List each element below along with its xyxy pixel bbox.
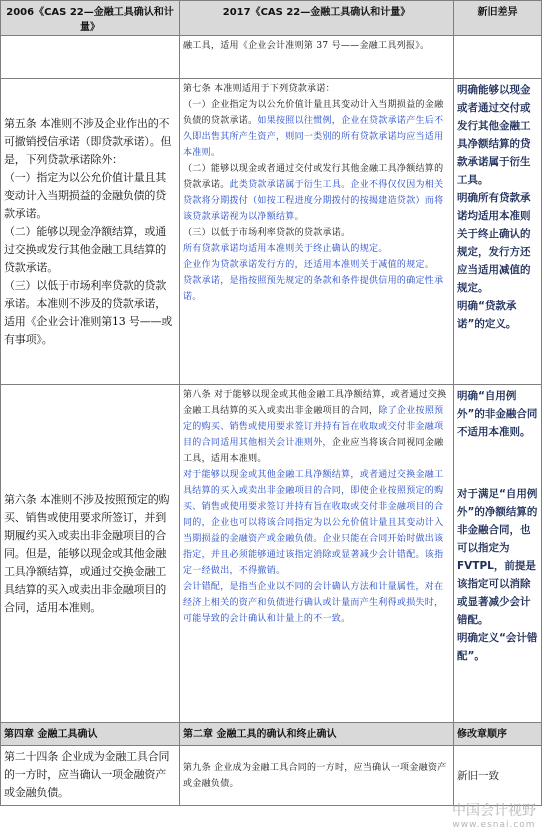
old-chapter-title: 第四章 金融工具确认 (1, 723, 180, 746)
new-cell (180, 79, 454, 385)
diff-text: 明确所有贷款承诺均适用本准则关于终止确认的规定，发行方还应当适用减值的规定。 (457, 192, 531, 294)
old-cell (1, 746, 180, 806)
new-text: 第八条 对于能够以现金或其他金融工具净额结算，或者通过交换金融工具结算的买入或卖出非金融项目的合同， (183, 390, 447, 416)
new-text: （二）能够以现金或者通过交付或发行其他金融工具净额结算的贷款承诺。 (183, 164, 444, 190)
chapter-diff: 修改章顺序 (454, 723, 542, 746)
new-standard-header: 2017《CAS 22—金融工具确认和计量》 (180, 1, 454, 36)
new-text: （三）以低于市场利率贷款的贷款承诺。 (183, 228, 351, 238)
new-cell (180, 36, 454, 79)
table-row (1, 36, 542, 79)
old-text: （一）指定为以公允价值计量且其变动计入当期损益的金融负债的贷款承诺。 (4, 170, 166, 220)
diff-text: 明确“贷款承诺”的定义。 (457, 300, 517, 330)
watermark-text: 中国会计视野 (452, 803, 536, 819)
new-text (183, 97, 450, 161)
new-added-text: 企业作为贷款承诺发行方的，还适用本准则关于减值的规定。 (183, 260, 435, 270)
diff-text: 明确定义“会计错配”。 (457, 632, 538, 662)
old-text: （三）以低于市场利率贷款的贷款承诺。本准则不涉及的贷款承诺，适用《企业会计准则第13 号——或有事项》。 (4, 278, 173, 346)
diff-cell (454, 746, 542, 806)
old-text: （二）能够以现金净额结算，或通过交换或发行其他金融工具结算的贷款承诺。 (4, 224, 166, 274)
table-row (1, 385, 542, 723)
diff-text: 对于满足“自用例外”的净额结算的非金融合同，也可以指定为FVTPL，前提是该指定可以消除或显著减少会计错配。 (457, 488, 538, 626)
chapter-row (1, 723, 542, 746)
watermark-site: www.esnai.com (452, 820, 536, 830)
old-cell (1, 385, 180, 723)
old-cell (1, 79, 180, 385)
old-text: 第二十四条 企业成为金融工具合同的一方时，应当确认一项金融资产或金融负债。 (4, 750, 170, 799)
new-text (183, 161, 450, 225)
new-added-text: 贷款承诺，是指按照预先规定的条款和条件提供信用的确定性承诺。 (183, 276, 444, 302)
old-cell (1, 36, 180, 79)
diff-text: 明确能够以现金或者通过交付或发行其他金融工具净额结算的贷款承诺属于衍生工具。 (457, 84, 531, 186)
diff-cell (454, 79, 542, 385)
new-added-text: 会计错配，是指当企业以不同的会计确认方法和计量属性，对在经济上相关的资产和负债进行确认或计量而产生利得或损失时，可能导致的会计确认和计量上的不一致。 (183, 582, 444, 624)
diff-cell (454, 385, 542, 723)
diff-spacer (457, 441, 538, 485)
watermark-logo (452, 804, 536, 832)
difference-header: 新旧差异 (454, 1, 542, 36)
header-row (1, 1, 542, 36)
new-text: 融工具，适用《企业会计准则第 37 号——金融工具列报》。 (183, 41, 430, 51)
new-text: 第九条 企业成为金融工具合同的一方时，应当确认一项金融资产或金融负债。 (183, 762, 447, 789)
old-text: 第六条 本准则不涉及按照预定的购买、销售或使用要求所签订，并到期履约买入或卖出非金融项目的合同。但是，能够以现金或其他金融工具净额结算，或通过交换金融工具结算的买入或卖出非金融项目的合同，适用本准则。 (4, 492, 170, 614)
diff-cell (454, 36, 542, 79)
new-cell (180, 746, 454, 806)
new-chapter-title: 第二章 金融工具的确认和终止确认 (180, 723, 454, 746)
new-added-text: 如果按照以往惯例，企业在贷款承诺产生后不久即出售其所产生资产，则同一类别的所有贷款承诺均应当适用本准则。 (183, 116, 444, 158)
new-cell (180, 385, 454, 723)
new-text: 企业应当将该合同视同金融工具，适用本准则。 (183, 438, 444, 464)
new-text: 第七条 本准则适用于下列贷款承诺： (183, 84, 335, 94)
table-row (1, 746, 542, 806)
diff-text: 明确“自用例外”的非金融合同不适用本准则。 (457, 390, 538, 438)
new-text: （一）企业指定为以公允价值计量且其变动计入当期损益的金融负债的贷款承诺。 (183, 100, 444, 126)
old-standard-header: 2006《CAS 22—金融工具确认和计量》 (1, 1, 180, 36)
old-text: 第五条 本准则不涉及企业作出的不可撤销授信承诺（即贷款承诺）。但是，下列贷款承诺除外： (4, 116, 172, 166)
new-added-text: 此类贷款承诺属于衍生工具。企业不得仅仅因为相关贷款将分期拨付（如按工程进度分期拨付的按揭建造贷款）而将该贷款承诺视为以净额结算。 (183, 180, 444, 222)
new-added-text: 对于能够以现金或其他金融工具净额结算，或者通过交换金融工具结算的买入或卖出非金融项目的合同，即使企业按照预定的购买、销售或使用要求签订并持有旨在收取或交付非金融项目的合同的，企业也可以将该合同指定为以公允价值计量且其变动计入当期损益的金融资产或金融负债。企业只能在合同开始时做出该指定，并且必须能够通过该指定消除或显著减少会计错配。该指定一经做出，不得撤销。 (183, 470, 444, 576)
new-text (183, 387, 450, 467)
table-row (1, 79, 542, 385)
diff-text: 新旧一致 (457, 769, 499, 782)
new-added-text: 除了企业按照预定的购买、销售或使用要求签订并持有旨在收取或交付非金融项目的合同适用其他相关会计准则外， (183, 406, 444, 448)
new-added-text: 所有贷款承诺均适用本准则关于终止确认的规定。 (183, 244, 388, 254)
